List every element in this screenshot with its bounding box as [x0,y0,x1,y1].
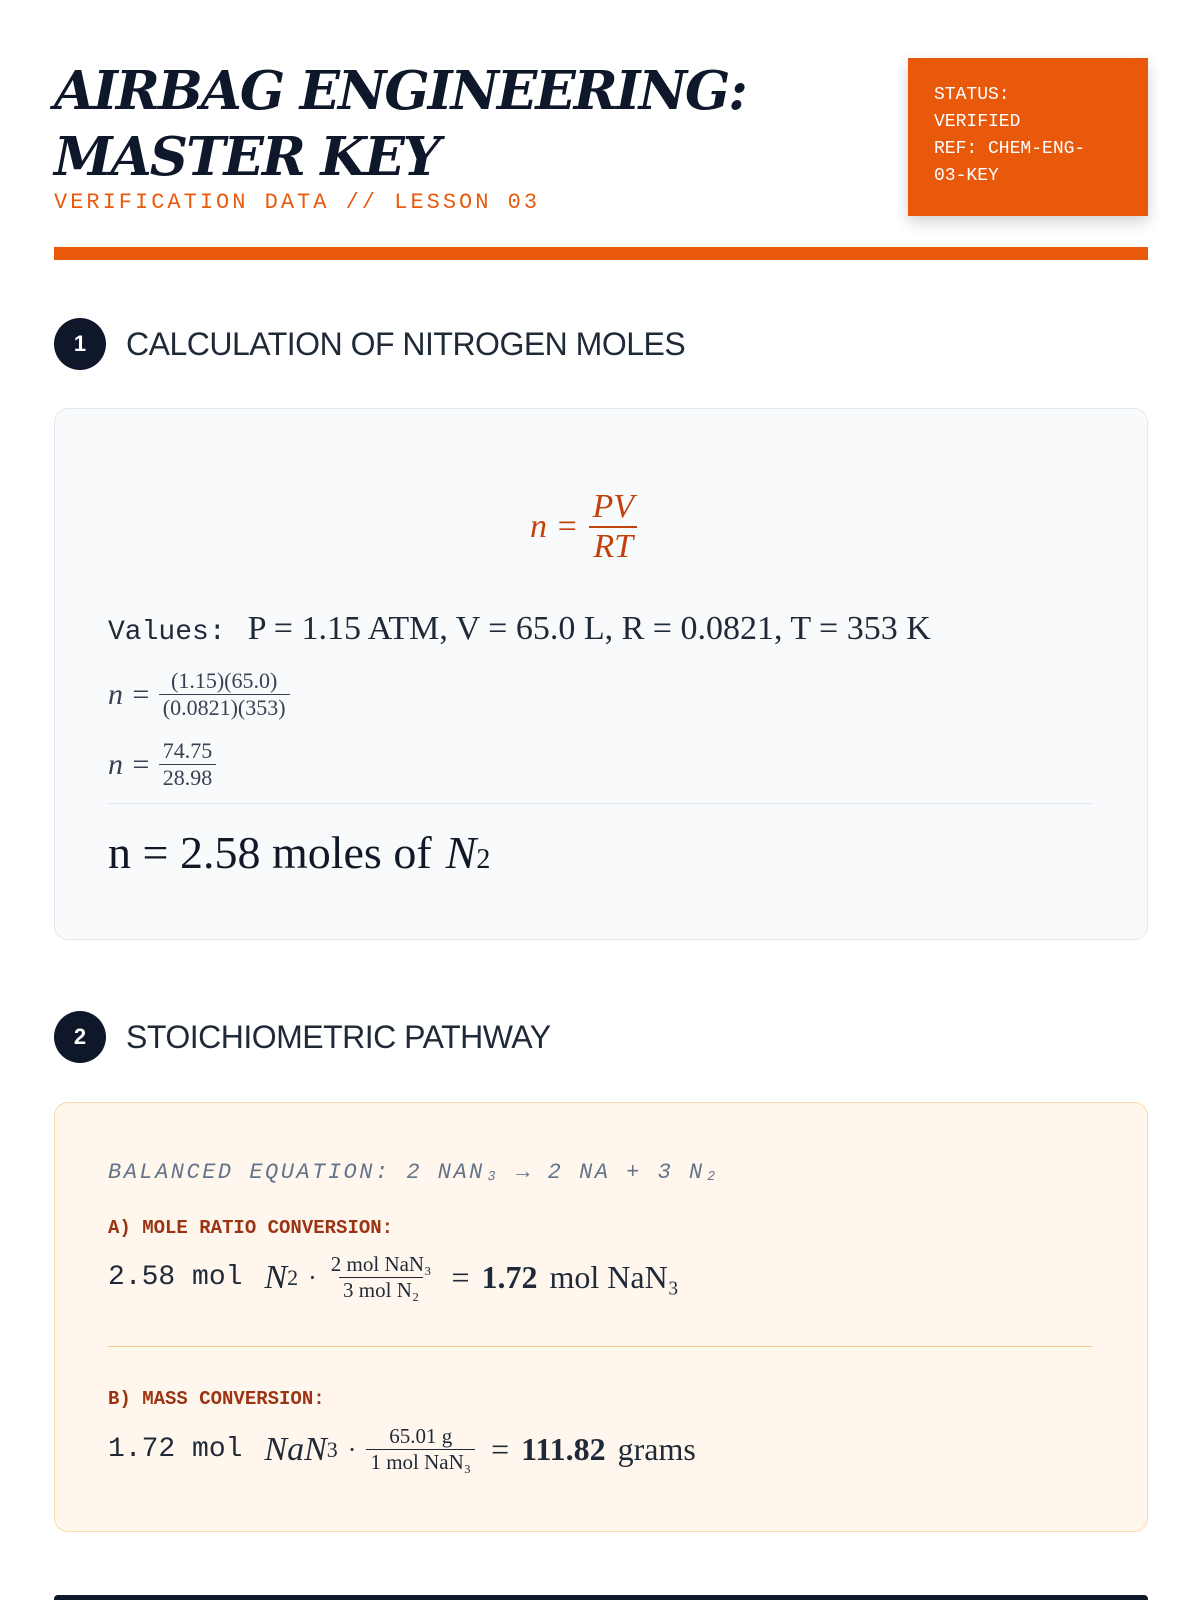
simplified-step [108,738,216,791]
step-numerator: 74.75 [162,738,213,763]
section-2-header [54,1011,551,1063]
page-subtitle: VERIFICATION DATA // LESSON 03 [54,190,541,215]
status-line: STATUS: [934,85,1010,105]
formula-lhs: n = [530,508,579,545]
values-text: P = 1.15 ATM, V = 65.0 L, R = 0.0821, T = 353 K [247,610,931,647]
section-1-header [54,318,685,370]
section-title: CALCULATION OF NITROGEN MOLES [126,325,686,362]
status-line: VERIFIED [934,112,1021,132]
equals-sign: = [451,1259,470,1295]
title-line-2: MASTER KEY [54,126,439,188]
step-lhs: n = [108,677,151,711]
result-subscript: 2 [476,844,491,875]
species-subscript: 2 [287,1264,299,1290]
section-title: STOICHIOMETRIC PATHWAY [126,1018,551,1055]
section-number-badge: 1 [54,318,106,370]
mass-numerator: 65.01 g [389,1424,453,1448]
balanced-equation: BALANCED EQUATION: 2 NAN₃ → 2 NA + 3 N₂ [108,1160,721,1185]
title-line-1: AIRBAG ENGINEERING: [54,60,746,122]
answer-unit: mol NaN₃ [549,1259,679,1295]
part-b-heading: B) MASS CONVERSION: [108,1388,325,1410]
start-quantity: 1.72 mol [108,1434,243,1465]
result-species: N [445,827,477,878]
formula-denominator: RT [589,526,637,566]
step-denominator: (0.0821)(353) [159,694,290,721]
molar-mass-fraction [366,1424,475,1475]
ratio-fraction [327,1252,436,1303]
substitution-step [108,668,290,721]
given-values [108,610,931,648]
result-divider [108,803,1092,804]
values-label: Values: [108,617,226,648]
step-numerator: (1.15)(65.0) [171,668,278,693]
answer-unit: grams [617,1431,696,1467]
formula-fraction [588,488,638,566]
multiply-dot: · [308,1262,317,1292]
answer-value: 111.82 [521,1431,606,1467]
species-subscript: 3 [326,1436,338,1462]
species-symbol: NaN [264,1430,327,1468]
species-symbol: N [264,1258,288,1296]
mass-conversion [108,1424,696,1475]
ratio-denominator: 3 mol N₂ [339,1277,423,1303]
step-denominator: 28.98 [159,764,217,791]
section-number-badge: 2 [54,1011,106,1063]
status-badge [908,58,1148,216]
result-text: n = 2.58 moles of [108,827,432,878]
part-divider [108,1346,1092,1347]
step-fraction [159,668,290,721]
equals-sign: = [491,1431,510,1467]
mass-denominator: 1 mol NaN₃ [366,1449,475,1475]
formula-numerator: PV [592,488,634,525]
moles-result [108,826,490,879]
mole-ratio-conversion [108,1252,679,1303]
multiply-dot: · [347,1434,357,1464]
step-fraction [159,738,217,791]
part-a-heading: A) MOLE RATIO CONVERSION: [108,1217,394,1239]
answer-value: 1.72 [481,1259,538,1295]
status-line: 03-KEY [934,166,999,186]
status-line: REF: CHEM-ENG- [934,139,1086,159]
start-quantity: 2.58 mol [108,1262,243,1293]
step-lhs: n = [108,747,151,781]
ratio-numerator: 2 mol NaN₃ [330,1252,432,1276]
next-section-edge [54,1595,1148,1600]
page-title [54,58,854,190]
header-divider [54,247,1148,260]
ideal-gas-formula [530,488,638,566]
